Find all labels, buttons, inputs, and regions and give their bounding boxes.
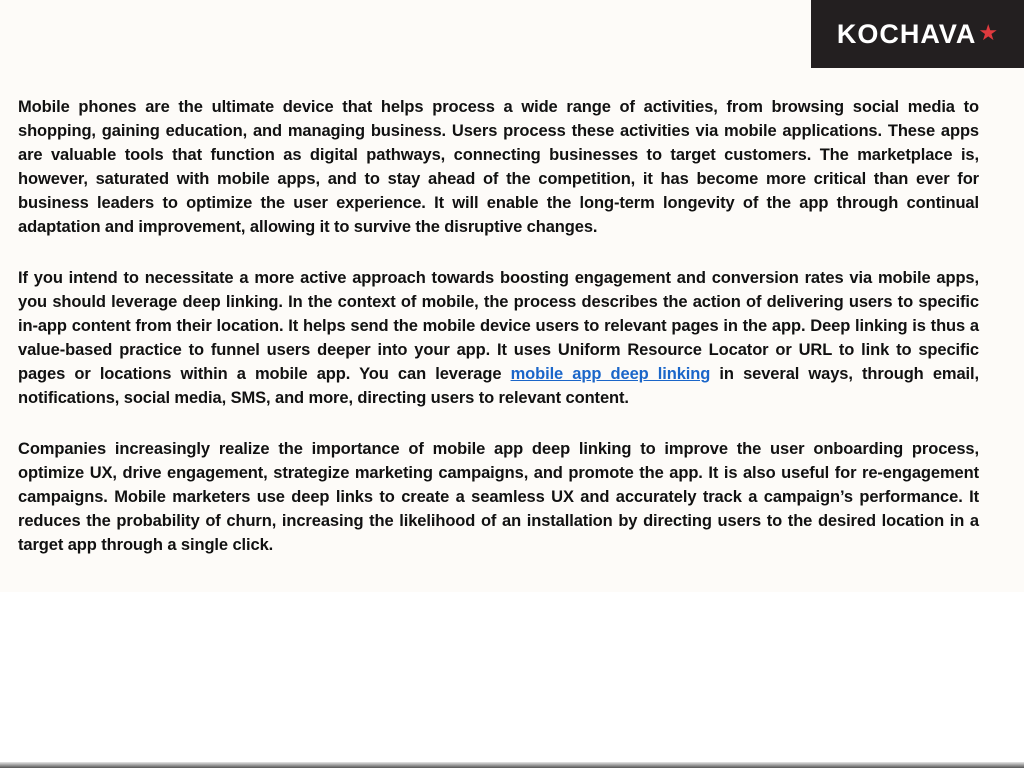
paragraph-deep-linking [18,266,979,410]
paragraph-deep-linking-text-start: If you intend to necessitate a more active approach towards boosting engagement and conversion rates via mobile apps, you should leverage deep linking. In the context of mobile, the process describes the action of delivering users to specific in-app content from their location. It helps send the mobile device users to relevant pages in the app. Deep linking is thus a value-based practice to funnel users deeper into your app. It uses Uniform Resource Locator or URL to link to specific pages or locations within a mobile app. You can leverage [18,269,979,383]
paragraph-companies: Companies increasingly realize the importance of mobile app deep linking to improve the user onboarding process, optimize UX, drive engagement, strategize marketing campaigns, and promote the app. It is also useful for re-engagement campaigns. Mobile marketers use deep links to create a seamless UX and accurately track a campaign’s performance. It reduces the probability of churn, increasing the likelihood of an installation by directing users to the desired location in a target app through a single click. [18,440,979,554]
paragraph-deep-linking-text-end: in several ways, through email, notifications, social media, SMS, and more, directing users to relevant content. [18,365,979,407]
star-icon: ★ [978,20,999,45]
bottom-divider [0,762,1024,768]
article-body [18,95,979,584]
mobile-app-deep-linking-link[interactable]: mobile app deep linking [510,365,711,383]
brand-logo [811,0,1024,68]
logo-text: KOCHAVA [836,18,977,49]
paragraph-intro: Mobile phones are the ultimate device that helps process a wide range of activities, from browsing social media to shopping, gaining education, and managing business. Users process these activities via mobile applications. These apps are valuable tools that function as digital pathways, connecting businesses to target customers. The marketplace is, however, saturated with mobile apps, and to stay ahead of the competition, it has become more critical than ever for business leaders to optimize the user experience. It will enable the long-term longevity of the app through continual adaptation and improvement, allowing it to survive the disruptive changes. [18,98,979,236]
